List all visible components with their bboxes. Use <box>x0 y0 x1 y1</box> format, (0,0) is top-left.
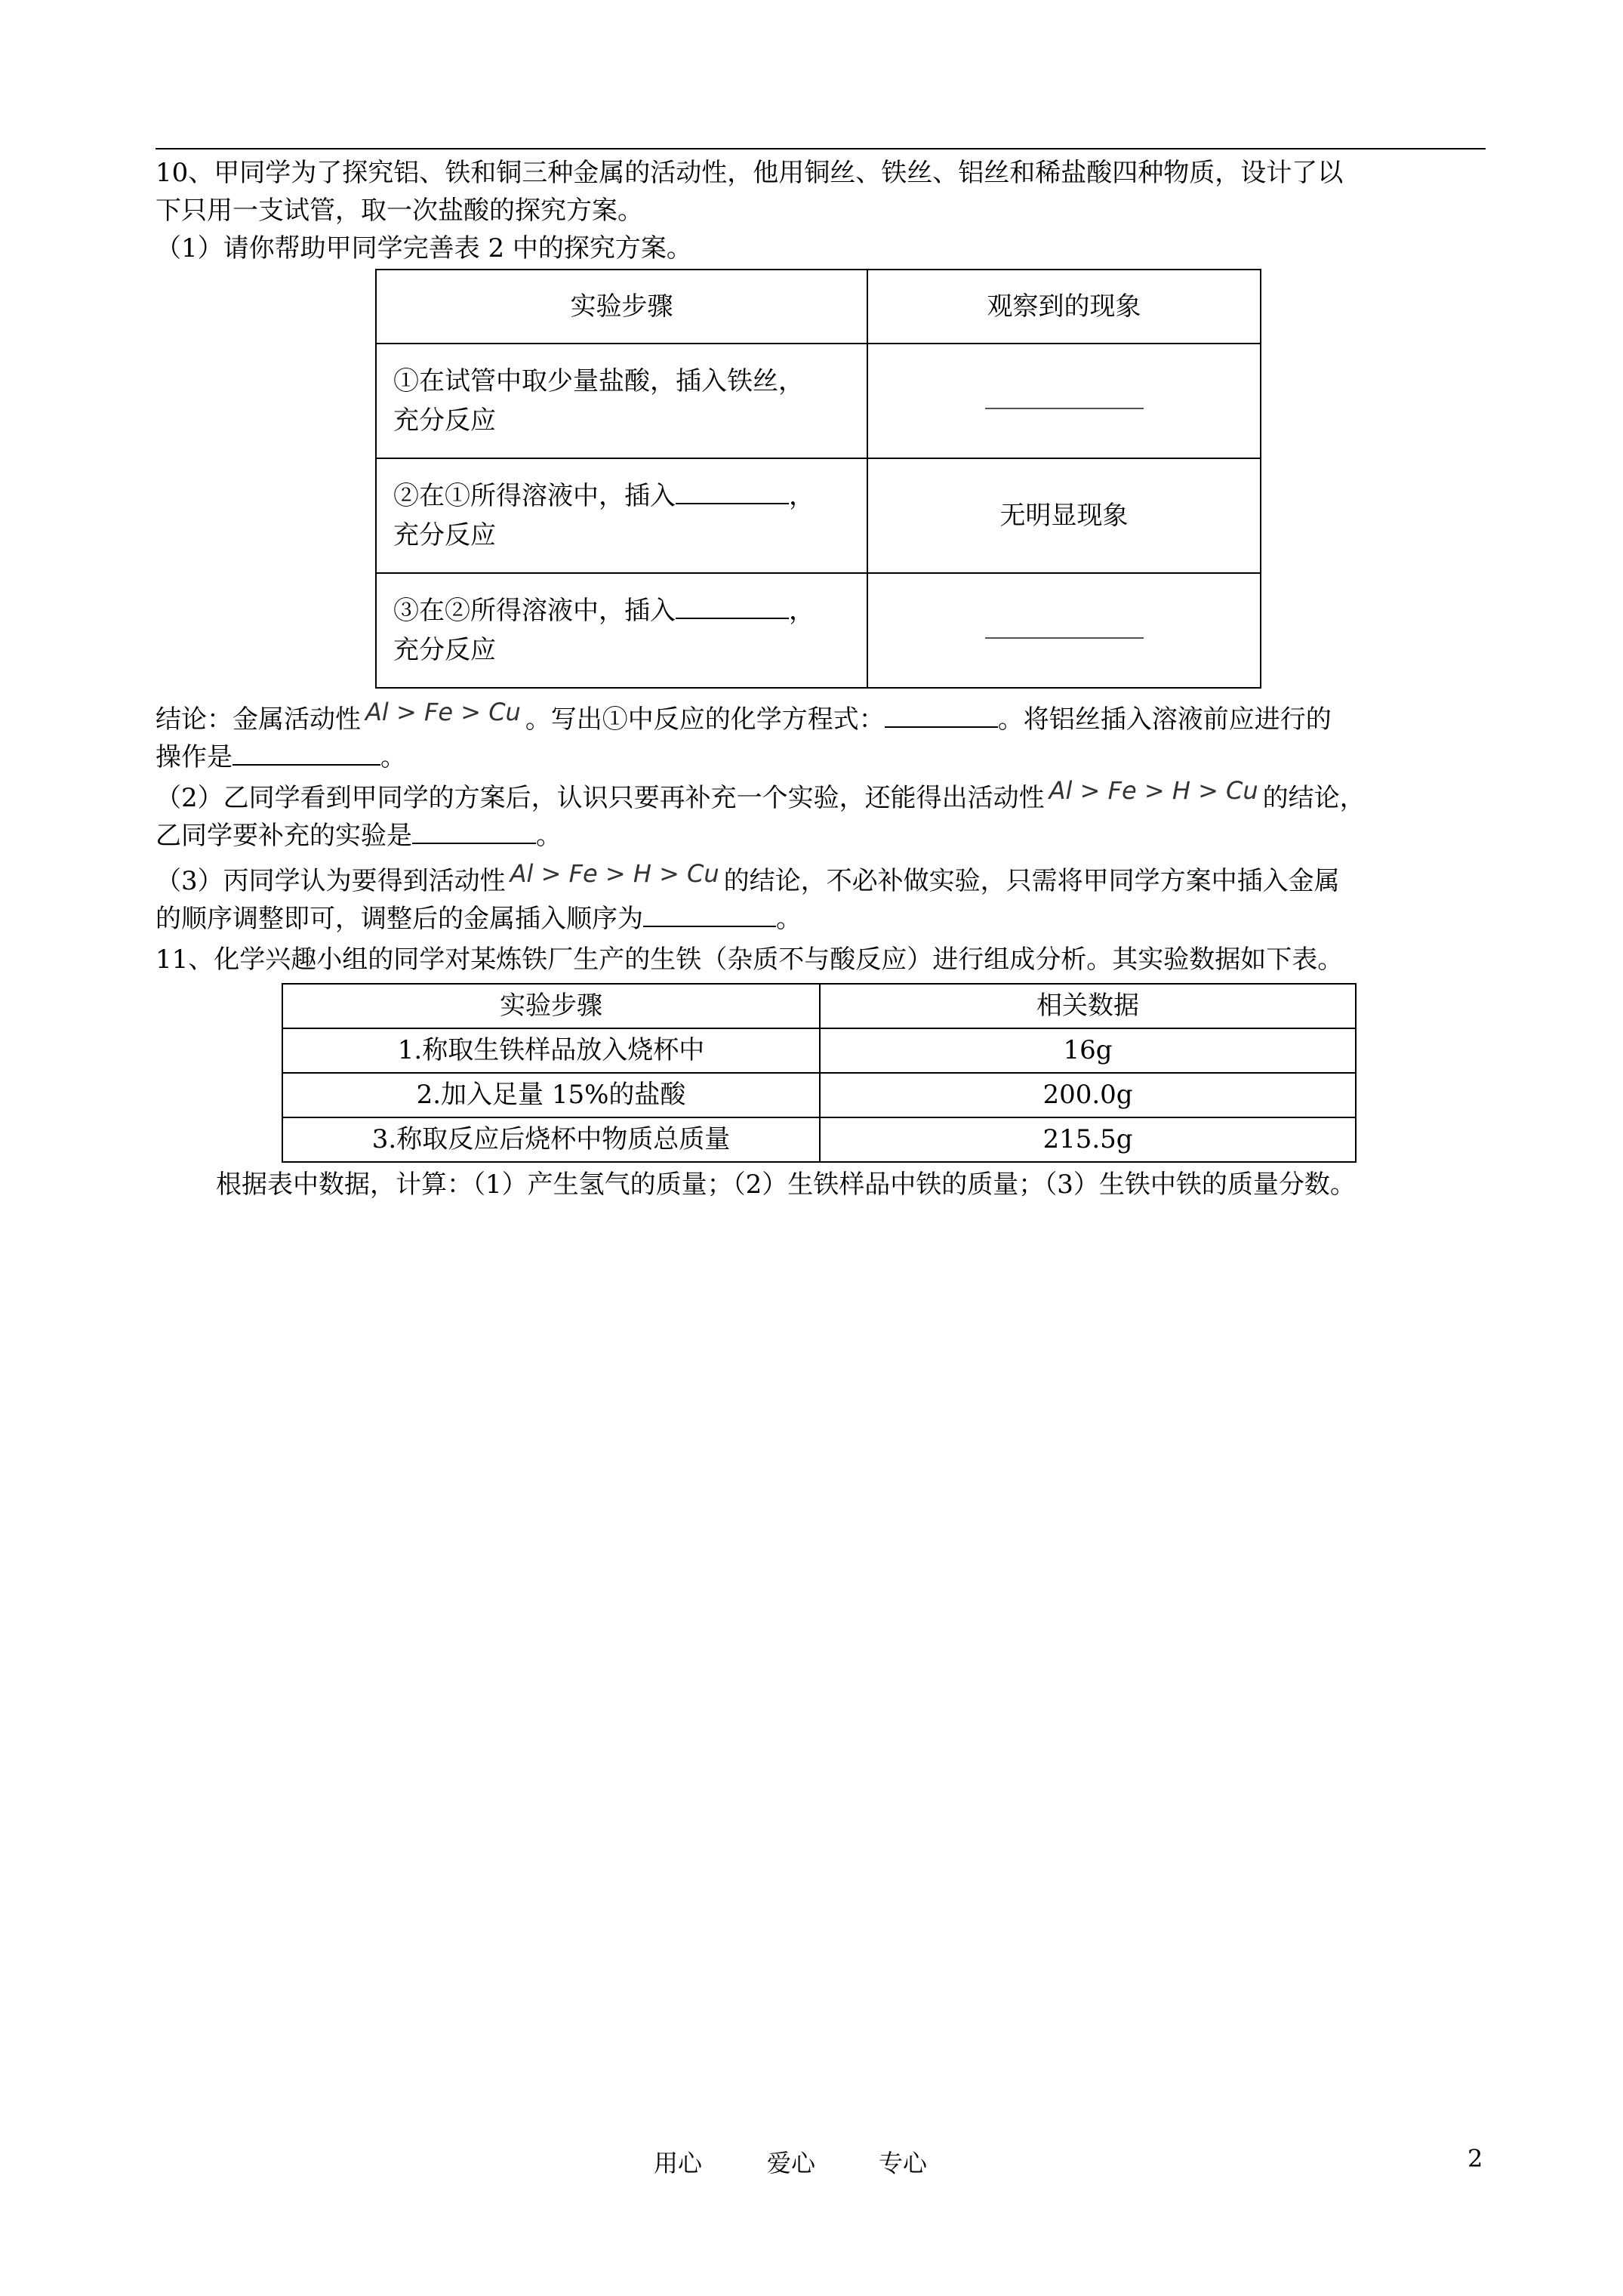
table-header-cell: 实验步骤 <box>376 270 867 344</box>
operation-text: 。 <box>380 742 406 772</box>
table-cell: 3.称取反应后烧杯中物质总质量 <box>282 1117 820 1162</box>
table-cell: 1.称取生铁样品放入烧杯中 <box>282 1028 820 1073</box>
observation-cell <box>867 344 1261 458</box>
metal-blank[interactable] <box>676 477 789 504</box>
order-blank[interactable] <box>643 900 776 927</box>
step-text: ①在试管中取少量盐酸，插入铁丝， <box>393 366 804 396</box>
sub2-text: 的结论， <box>1262 783 1366 813</box>
sub2-text: 。 <box>536 821 562 851</box>
step-line <box>393 591 850 630</box>
q11-text-line1: 11、化学兴趣小组的同学对某炼铁厂生产的生铁（杂质不与酸反应）进行组成分析。其实验数据如下表。 <box>156 945 1344 975</box>
observation-cell: 无明显现象 <box>867 458 1261 573</box>
q10-text-line2: 下只用一支试管，取一次盐酸的探究方案。 <box>156 196 643 226</box>
table-cell: 200.0g <box>820 1073 1356 1117</box>
sub3-text: 的结论，不必补做实验，只需将甲同学方案中插入金属 <box>723 866 1340 896</box>
q10-text-line1: 10、甲同学为了探究铝、铁和铜三种金属的活动性，他用铜丝、铁丝、铝丝和稀盐酸四种物质，设计了以 <box>156 158 1344 188</box>
footer-motto: 爱心 <box>767 2149 816 2177</box>
table-row <box>376 458 1261 573</box>
table-cell: 2.加入足量 15%的盐酸 <box>282 1073 820 1117</box>
table-header-cell: 观察到的现象 <box>867 270 1261 344</box>
table-row <box>376 573 1261 688</box>
sub3-text: 。 <box>776 904 802 934</box>
q11-question: 根据表中数据，计算：（1）产生氢气的质量；（2）生铁样品中铁的质量；（3）生铁中铁的质量分数。 <box>216 1170 1356 1200</box>
step-text: ②在①所得溶液中，插入 <box>393 481 676 511</box>
activity-formula: Al > Fe > H > Cu <box>510 859 719 888</box>
sub3-text: 的顺序调整即可，调整后的金属插入顺序为 <box>156 904 643 934</box>
observation-blank[interactable] <box>985 405 1144 409</box>
table-cell: 16g <box>820 1028 1356 1073</box>
q10-sub3-line1 <box>156 859 1484 900</box>
table-cell: 215.5g <box>820 1117 1356 1162</box>
step-text: ， <box>789 481 815 511</box>
operation-text: 操作是 <box>156 742 233 772</box>
page-number: 2 <box>1467 2144 1483 2173</box>
metal-blank[interactable] <box>676 592 789 619</box>
step-line <box>393 476 850 516</box>
conclusion-text: 结论：金属活动性 <box>156 704 361 735</box>
q10-sub2-line1 <box>156 776 1484 817</box>
footer-motto: 专心 <box>879 2149 928 2177</box>
conclusion-text: 。写出①中反应的化学方程式： <box>525 704 885 735</box>
header-rule <box>156 148 1486 149</box>
q10-table <box>375 269 1261 689</box>
step-cell <box>376 344 867 458</box>
table-row <box>376 344 1261 458</box>
step-text: 充分反应 <box>393 405 496 436</box>
observation-cell <box>867 573 1261 688</box>
q10-sub2-line2 <box>156 817 1484 855</box>
observation-blank[interactable] <box>985 634 1144 639</box>
activity-formula: Al > Fe > H > Cu <box>1049 776 1258 805</box>
table-header-cell: 相关数据 <box>820 984 1356 1028</box>
table-row <box>282 1028 1356 1073</box>
sub2-text: 乙同学要补充的实验是 <box>156 821 412 851</box>
q10-conclusion-line <box>156 698 1484 738</box>
footer-motto: 用心 <box>654 2149 703 2177</box>
table-row <box>282 1073 1356 1117</box>
experiment-blank[interactable] <box>412 817 536 844</box>
step-text: 充分反应 <box>393 635 496 665</box>
step-text: 充分反应 <box>393 520 496 550</box>
table-header-cell: 实验步骤 <box>282 984 820 1028</box>
step-cell <box>376 573 867 688</box>
operation-blank[interactable] <box>233 738 380 766</box>
activity-formula: Al > Fe > Cu <box>365 698 521 726</box>
sub2-text: （2）乙同学看到甲同学的方案后，认识只要再补充一个实验，还能得出活动性 <box>156 783 1045 813</box>
q10-sub1: （1）请你帮助甲同学完善表 2 中的探究方案。 <box>156 233 692 264</box>
sub3-text: （3）丙同学认为要得到活动性 <box>156 866 506 896</box>
conclusion-text: 。将铝丝插入溶液前应进行的 <box>997 704 1332 735</box>
table-header-row <box>282 984 1356 1028</box>
step-cell <box>376 458 867 573</box>
table-header-row <box>376 270 1261 344</box>
q10-operation-line <box>156 738 1484 776</box>
equation-blank[interactable] <box>885 701 998 728</box>
step-text: ③在②所得溶液中，插入 <box>393 596 676 626</box>
step-text: ， <box>789 596 815 626</box>
q11-table <box>282 983 1357 1163</box>
table-row <box>282 1117 1356 1162</box>
q10-sub3-line2 <box>156 900 1484 938</box>
